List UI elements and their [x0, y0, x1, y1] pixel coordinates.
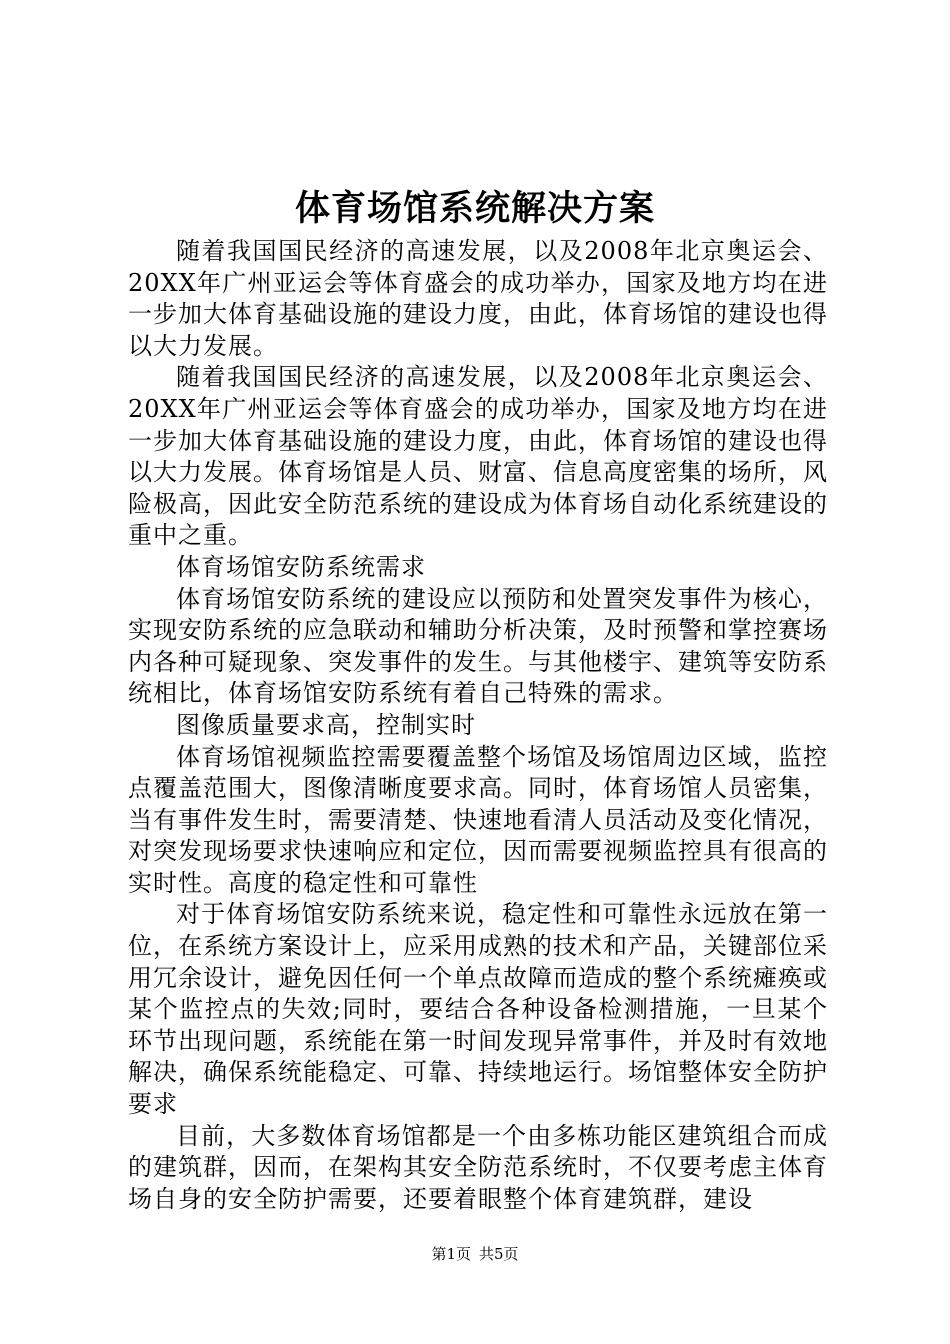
page-footer	[0, 1244, 950, 1264]
paragraph: 随着我国国民经济的高速发展，以及2008年北京奥运会、20XX年广州亚运会等体育盛会的成功举办，国家及地方均在进一步加大体育基础设施的建设力度，由此，体育场馆的建设也得以大力发展。	[128, 237, 828, 360]
paragraph: 体育场馆视频监控需要覆盖整个场馆及场馆周边区域，监控点覆盖范围大，图像清晰度要求高。同时，体育场馆人员密集，当有事件发生时，需要清楚、快速地看清人员活动及变化情况，对突发现场要求快速响应和定位，因而需要视频监控具有很高的实时性。高度的稳定性和可靠性	[128, 742, 828, 897]
section-heading: 图像质量要求高，控制实时	[176, 710, 476, 739]
paragraph: 对于体育场馆安防系统来说，稳定性和可靠性永远放在第一位，在系统方案设计上，应采用成熟的技术和产品，关键部位采用冗余设计，避免因任何一个单点故障而造成的整个系统瘫痪或某个监控点的失效;同时，要结合各种设备检测措施，一旦某个环节出现问题，系统能在第一时间发现异常事件，并及时有效地解决，确保系统能稳定、可靠、持续地运行。场馆整体安全防护要求	[128, 900, 828, 1119]
page-number: 第1页	[431, 1245, 471, 1263]
paragraph: 随着我国国民经济的高速发展，以及2008年北京奥运会、20XX年广州亚运会等体育盛会的成功举办，国家及地方均在进一步加大体育基础设施的建设力度，由此，体育场馆的建设也得以大力发展。体育场馆是人员、财富、信息高度密集的场所，风险极高，因此安全防范系统的建设成为体育场自动化系统建设的重中之重。	[128, 363, 828, 550]
page-total: 共5页	[479, 1245, 519, 1263]
paragraph: 目前，大多数体育场馆都是一个由多栋功能区建筑组合而成的建筑群，因而，在架构其安全防范系统时，不仅要考虑主体育场自身的安全防护需要，还要着眼整个体育建筑群，建设	[128, 1121, 828, 1213]
document-title: 体育场馆系统解决方案	[294, 188, 655, 229]
document-body	[128, 236, 828, 1215]
section-heading: 体育场馆安防系统需求	[176, 552, 426, 581]
paragraph: 体育场馆安防系统的建设应以预防和处置突发事件为核心，实现安防系统的应急联动和辅助分析决策，及时预警和掌控赛场内各种可疑现象、突发事件的发生。与其他楼宇、建筑等安防系统相比，体育场馆安防系统有着自己特殊的需求。	[128, 584, 828, 708]
